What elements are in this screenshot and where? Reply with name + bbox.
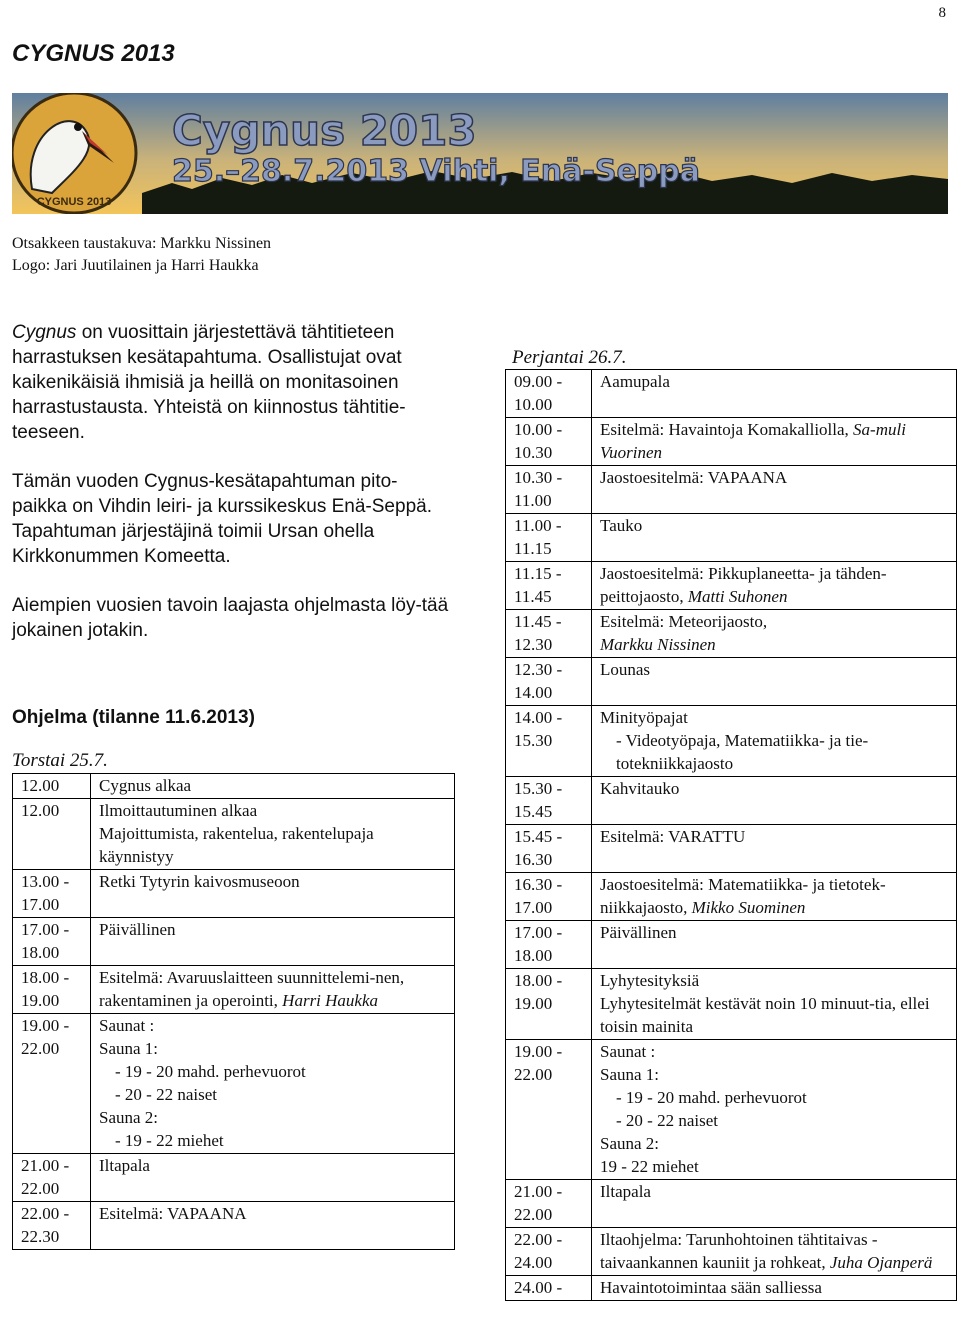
schedule-row bbox=[13, 1202, 455, 1250]
schedule-line: Jaostoesitelmä: Matematiikka- ja tietotek-niikkajaosto, bbox=[600, 875, 886, 917]
schedule-line: Päivällinen bbox=[99, 920, 176, 939]
schedule-row bbox=[506, 1276, 957, 1301]
schedule-line: - 20 - 22 naiset bbox=[616, 1111, 718, 1130]
schedule-time: 14.00 - 15.30 bbox=[506, 706, 592, 777]
speaker-name: Juha Ojanperä bbox=[829, 1253, 933, 1272]
schedule-line-with-speaker bbox=[600, 418, 954, 464]
schedule-description bbox=[592, 610, 957, 658]
schedule-description bbox=[592, 873, 957, 921]
schedule-line: Jaostoesitelmä: VAPAANA bbox=[600, 468, 788, 487]
schedule-row bbox=[506, 777, 957, 825]
schedule-time: 11.00 - 11.15 bbox=[506, 514, 592, 562]
schedule-line-with-speaker bbox=[99, 966, 452, 1012]
schedule-line: Sauna 2: bbox=[600, 1134, 660, 1153]
schedule-line: Kahvitauko bbox=[600, 779, 680, 798]
schedule-row bbox=[506, 658, 957, 706]
intro-paragraph-2: Tämän vuoden Cygnus-kesätapahtuman pito-paikka on Vihdin leiri- ja kurssikeskus Enä-Seppä. Tapahtuman järjestäjinä toimii Ursan ohella Kirkkonummen Komeetta. bbox=[12, 471, 432, 567]
schedule-row bbox=[13, 1154, 455, 1202]
schedule-line: Ilmoittautuminen alkaa bbox=[99, 801, 258, 820]
schedule-row bbox=[13, 966, 455, 1014]
schedule-time: 09.00 - 10.00 bbox=[506, 370, 592, 418]
schedule-time: 19.00 - 22.00 bbox=[506, 1040, 592, 1180]
intro-paragraph-1 bbox=[12, 320, 452, 445]
schedule-time: 22.00 - 24.00 bbox=[506, 1228, 592, 1276]
schedule-line: 19 - 22 miehet bbox=[600, 1157, 699, 1176]
schedule-description bbox=[592, 1040, 957, 1180]
banner-graphic bbox=[12, 93, 948, 214]
thursday-schedule bbox=[12, 773, 455, 1250]
schedule-description bbox=[91, 774, 455, 799]
schedule-line: Esitelmä: Havaintoja Komakalliolla, bbox=[600, 420, 854, 439]
schedule-line: Havaintotoimintaa sään salliessa bbox=[600, 1278, 822, 1297]
schedule-line: Iltapala bbox=[99, 1156, 150, 1175]
cygnus-emphasis: Cygnus bbox=[12, 322, 77, 343]
schedule-description bbox=[91, 1202, 455, 1250]
schedule-description bbox=[592, 921, 957, 969]
schedule-row bbox=[506, 969, 957, 1040]
thursday-title: Torstai 25.7. bbox=[12, 750, 108, 771]
schedule-line: Iltapala bbox=[600, 1182, 651, 1201]
schedule-line: Retki Tytyrin kaivosmuseoon bbox=[99, 872, 300, 891]
schedule-line: - 19 - 20 mahd. perhevuorot bbox=[616, 1088, 807, 1107]
schedule-description bbox=[592, 825, 957, 873]
schedule-time: 13.00 - 17.00 bbox=[13, 870, 91, 918]
schedule-description bbox=[592, 1180, 957, 1228]
schedule-row bbox=[506, 825, 957, 873]
schedule-line: - 20 - 22 naiset bbox=[115, 1085, 217, 1104]
banner-title: Cygnus 2013 bbox=[172, 106, 477, 155]
schedule-row bbox=[13, 870, 455, 918]
schedule-time: 10.00 - 10.30 bbox=[506, 418, 592, 466]
schedule-row bbox=[13, 1014, 455, 1154]
schedule-row bbox=[506, 1228, 957, 1276]
schedule-line: Cygnus alkaa bbox=[99, 776, 192, 795]
speaker-name: Sa-muli Vuorinen bbox=[600, 420, 906, 462]
schedule-description bbox=[592, 418, 957, 466]
schedule-description bbox=[91, 799, 455, 870]
schedule-description bbox=[91, 918, 455, 966]
schedule-row bbox=[506, 873, 957, 921]
page-number: 8 bbox=[938, 5, 946, 21]
schedule-time: 12.00 bbox=[13, 799, 91, 870]
schedule-line: - 19 - 22 miehet bbox=[115, 1131, 224, 1150]
schedule-time: 11.45 - 12.30 bbox=[506, 610, 592, 658]
schedule-description bbox=[592, 706, 957, 777]
schedule-line: Esitelmä: VAPAANA bbox=[99, 1204, 247, 1223]
schedule-line: Minityöpajat bbox=[600, 708, 688, 727]
intro-text bbox=[12, 320, 452, 667]
schedule-row bbox=[506, 921, 957, 969]
schedule-row bbox=[506, 562, 957, 610]
intro-paragraph-1-text: on vuosittain järjestettävä tähtitieteen harrastuksen kesätapahtuma. Osallistujat ovat kaikenikäisiä ihmisiä ja heillä on monitasoinen harrastustausta. Yhteistä on kiinnostus tähtitie-teeseen. bbox=[12, 322, 406, 443]
schedule-line: Sauna 1: bbox=[600, 1065, 660, 1084]
schedule-time: 11.15 - 11.45 bbox=[506, 562, 592, 610]
schedule-line: Tauko bbox=[600, 516, 643, 535]
schedule-time: 15.30 - 15.45 bbox=[506, 777, 592, 825]
schedule-row bbox=[506, 466, 957, 514]
schedule-line: Päivällinen bbox=[600, 923, 677, 942]
schedule-row bbox=[506, 1040, 957, 1180]
schedule-description bbox=[592, 777, 957, 825]
schedule-line: Aamupala bbox=[600, 372, 670, 391]
schedule-line: Jaostoesitelmä: Pikkuplaneetta- ja tähden-peittojaosto, bbox=[600, 564, 887, 606]
schedule-row bbox=[13, 774, 455, 799]
schedule-row bbox=[506, 1180, 957, 1228]
schedule-line: Saunat : bbox=[99, 1016, 155, 1035]
schedule-description bbox=[592, 658, 957, 706]
schedule-time: 21.00 - 22.00 bbox=[506, 1180, 592, 1228]
schedule-line: Esitelmä: Avaruuslaitteen suunnittelemi-nen, rakentaminen ja operointi, bbox=[99, 968, 405, 1010]
schedule-line-with-speaker bbox=[600, 610, 954, 656]
schedule-description bbox=[592, 1276, 957, 1301]
schedule-description bbox=[91, 1014, 455, 1154]
schedule-line: - Videotyöpaja, Matematiikka- ja tie-totekniikkajaosto bbox=[616, 731, 869, 773]
schedule-row bbox=[506, 370, 957, 418]
schedule-row bbox=[13, 799, 455, 870]
schedule-line: Lounas bbox=[600, 660, 651, 679]
schedule-row bbox=[506, 706, 957, 777]
schedule-line-with-speaker bbox=[600, 562, 954, 608]
schedule-time: 15.45 - 16.30 bbox=[506, 825, 592, 873]
schedule-time: 16.30 - 17.00 bbox=[506, 873, 592, 921]
schedule-time: 22.00 - 22.30 bbox=[13, 1202, 91, 1250]
schedule-time: 18.00 - 19.00 bbox=[506, 969, 592, 1040]
schedule-row bbox=[13, 918, 455, 966]
schedule-description bbox=[592, 370, 957, 418]
credit-logo: Logo: Jari Juutilainen ja Harri Haukka bbox=[12, 257, 259, 274]
schedule-line: Lyhytesitelmät kestävät noin 10 minuut-tia, ellei toisin mainita bbox=[600, 994, 930, 1036]
speaker-name: Harri Haukka bbox=[282, 991, 379, 1010]
credit-background: Otsakkeen taustakuva: Markku Nissinen bbox=[12, 235, 272, 252]
logo-text: CYGNUS 2013 bbox=[36, 196, 112, 208]
schedule-time: 17.00 - 18.00 bbox=[13, 918, 91, 966]
schedule-line: - 19 - 20 mahd. perhevuorot bbox=[115, 1062, 306, 1081]
schedule-line: Iltaohjelma: Tarunhohtoinen tähtitaivas - taivaankannen kauniit ja rohkeat, bbox=[600, 1230, 878, 1272]
speaker-name: Markku Nissinen bbox=[600, 635, 716, 654]
schedule-row bbox=[506, 418, 957, 466]
schedule-description bbox=[91, 966, 455, 1014]
schedule-time: 10.30 - 11.00 bbox=[506, 466, 592, 514]
schedule-line-with-speaker bbox=[600, 1228, 954, 1274]
schedule-line: Saunat : bbox=[600, 1042, 656, 1061]
schedule-description bbox=[91, 1154, 455, 1202]
schedule-line: Sauna 2: bbox=[99, 1108, 159, 1127]
intro-paragraph-3: Aiempien vuosien tavoin laajasta ohjelmasta löy-tää jokainen jotakin. bbox=[12, 595, 449, 641]
schedule-description bbox=[592, 1228, 957, 1276]
schedule-line-with-speaker bbox=[600, 873, 954, 919]
schedule-description bbox=[592, 562, 957, 610]
schedule-line: Esitelmä: VARATTU bbox=[600, 827, 746, 846]
schedule-row bbox=[506, 610, 957, 658]
friday-title: Perjantai 26.7. bbox=[512, 347, 627, 368]
schedule-description bbox=[91, 870, 455, 918]
schedule-line: Lyhytesityksiä bbox=[600, 971, 700, 990]
schedule-row bbox=[506, 514, 957, 562]
image-credits bbox=[12, 233, 271, 277]
program-title: Ohjelma (tilanne 11.6.2013) bbox=[12, 707, 255, 728]
schedule-time: 21.00 - 22.00 bbox=[13, 1154, 91, 1202]
schedule-time: 18.00 - 19.00 bbox=[13, 966, 91, 1014]
schedule-time: 24.00 - bbox=[506, 1276, 592, 1301]
event-banner bbox=[12, 93, 948, 214]
schedule-time: 12.30 - 14.00 bbox=[506, 658, 592, 706]
schedule-line: Majoittumista, rakentelua, rakentelupaja käynnistyy bbox=[99, 824, 374, 866]
speaker-name: Mikko Suominen bbox=[691, 898, 806, 917]
speaker-name: Matti Suhonen bbox=[687, 587, 788, 606]
swan-eye bbox=[74, 123, 82, 131]
schedule-description bbox=[592, 514, 957, 562]
schedule-description bbox=[592, 969, 957, 1040]
banner-subtitle: 25.–28.7.2013 Vihti, Enä-Seppä bbox=[172, 154, 700, 189]
schedule-line: Esitelmä: Meteorijaosto, bbox=[600, 612, 768, 631]
schedule-description bbox=[592, 466, 957, 514]
schedule-time: 12.00 bbox=[13, 774, 91, 799]
schedule-time: 17.00 - 18.00 bbox=[506, 921, 592, 969]
header-title: CYGNUS 2013 bbox=[12, 40, 175, 67]
schedule-line: Sauna 1: bbox=[99, 1039, 159, 1058]
friday-schedule bbox=[505, 369, 957, 1301]
schedule-time: 19.00 - 22.00 bbox=[13, 1014, 91, 1154]
